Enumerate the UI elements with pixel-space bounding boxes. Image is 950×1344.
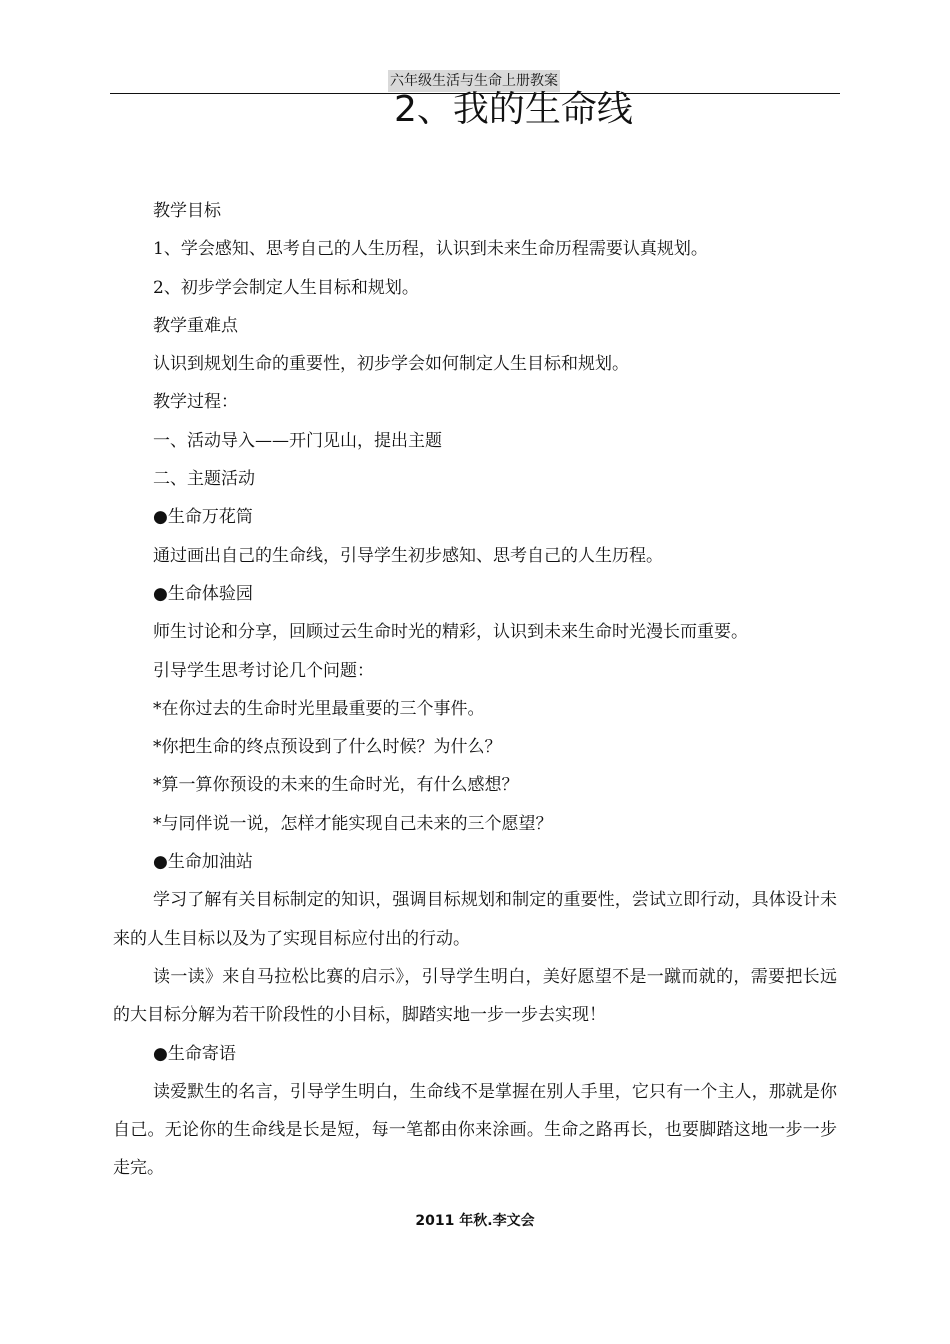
activity-text-experience: 师生讨论和分享，回顾过云生命时光的精彩，认识到未来生命时光漫长而重要。 xyxy=(153,622,748,643)
process-step-1: 一、活动导入——开门见山，提出主题 xyxy=(153,430,442,451)
activity-text-kaleidoscope: 通过画出自己的生命线，引导学生初步感知、思考自己的人生历程。 xyxy=(153,545,663,566)
objective-item-2: 2、初步学会制定人生目标和规划。 xyxy=(153,277,419,298)
discussion-question-3: *算一算你预设的未来的生命时光，有什么感想？ xyxy=(153,775,519,796)
activity-heading-experience: ●生命体验园 xyxy=(153,583,253,604)
page-footer: 2011 年秋.李文会 xyxy=(415,1213,535,1229)
key-points-text: 认识到规划生命的重要性，初步学会如何制定人生目标和规划。 xyxy=(153,354,629,375)
discussion-question-4: *与同伴说一说，怎样才能实现自己未来的三个愿望？ xyxy=(153,813,553,834)
activity-text-marathon: 读一读》来自马拉松比赛的启示》，引导学生明白，美好愿望不是一蹴而就的，需要把长远的大目标分解为若干阶段性的小目标，脚踏实地一步一步去实现！ xyxy=(113,966,837,1026)
section-heading-objectives: 教学目标 xyxy=(153,201,221,221)
activity-heading-refuel: ●生命加油站 xyxy=(153,852,253,873)
objective-item-1: 1、学会感知、思考自己的人生历程，认识到未来生命历程需要认真规划。 xyxy=(153,239,708,260)
discussion-question-2: *你把生命的终点预设到了什么时候？为什么？ xyxy=(153,737,502,758)
process-step-2: 二、主题活动 xyxy=(153,469,255,490)
activity-text-refuel: 学习了解有关目标制定的知识，强调目标规划和制定的重要性，尝试立即行动，具体设计未来的人生目标以及为了实现目标应付出的行动。 xyxy=(113,890,837,949)
activity-heading-message: ●生命寄语 xyxy=(153,1043,236,1064)
section-heading-key-points: 教学重难点 xyxy=(153,315,238,336)
discussion-question-1: *在你过去的生命时光里最重要的三个事件。 xyxy=(153,698,485,719)
document-title: 2、我的生命线 xyxy=(394,89,633,130)
activity-text-message: 读爱默生的名言，引导学生明白，生命线不是掌握在别人手里，它只有一个主人，那就是你自己。无论你的生命线是长是短，每一笔都由你来涂画。生命之路再长，也要脚踏这地一步一步走完。 xyxy=(113,1081,837,1179)
document-body xyxy=(113,192,837,1188)
discussion-intro: 引导学生思考讨论几个问题： xyxy=(153,660,374,681)
activity-heading-kaleidoscope: ●生命万花筒 xyxy=(153,507,253,528)
section-heading-process: 教学过程： xyxy=(153,392,238,413)
running-header: 六年级生活与生命上册教案 xyxy=(388,70,560,92)
